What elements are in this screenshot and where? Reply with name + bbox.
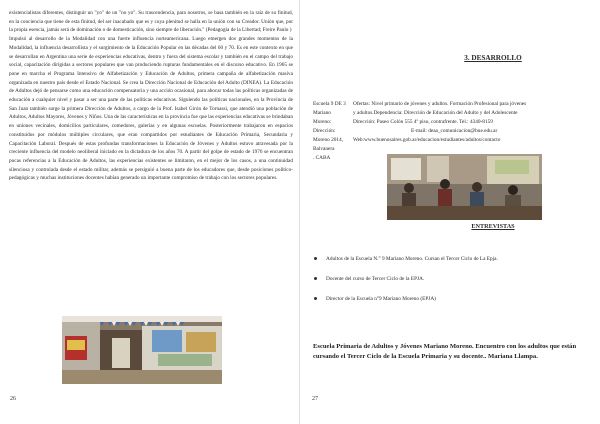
section-title: 3. DESARROLLO: [464, 54, 522, 62]
paragraph-history: Impulsó al desarrollo de la Modalidad con una fuerte influencia norteamericana. Luego emergen dos grandes momentos de la Modalidad, la influencia desarrollista y el surgimiento de la Educación Popular en las décadas del 60 y 70. Es en este contexto en que se desarrollan en Argentina una serie de experiencias educativas, dentro y fuera del sistema escolar y también en el campo del trabajo social, capacitación dirigidas a sectores populares que van produciendo rupturas fundamentales en el discurso educativo. En 1965 se pone en marcha el Programa Intensivo de Alfabetización y Educación de Adultos, primera campaña de alfabetización masiva organizada en nuestro país desde el Estado Nacional. Se crea la Dirección Nacional de Educación del Adulto (DINEA). La Educación de Adultos dejó de pensarse como una educación compensatoria y una acción ocasional, para abocar todas las políticas organizadas de educación a cualquier nivel y pasar a ser una parte de las políticas educativas. Siguiendo las políticas nacionales, en la Provincia de San Juan también surge la primera Dirección de Adultos, a cargo de la Prof. Isabel Girón de Tornassi, que atendió una población de Adultos, Adultos Mayores, Jóvenes y Niños. Una de las características en la provincia fue que las experiencias educativas se brindaban en uniones vecinales, domicilios particulares, comedores, galerías y en algunas escuelas. Posteriormente trabajaron en espacios constituidos por módulos múltiples circulares, que eran compartidos por estudiantes de Educación Primaria, Secundaria y Capacitación Laboral. Después de estas profundas transformaciones la Educación de Jóvenes y Adultos estuvo atravesada por la creciente influencia del modelo neoliberal iniciado en la dictadura de los años 70. A partir del golpe de estado de 1976 se encuentran pocas referencias a la Educación de Adultos, las experiencias existentes se limitaron, en el mejor de los casos, a una continuidad silenciosa y controlada desde el estado militar, además se persiguió a buena parte de los educadores que, desde posiciones político- pedagógicas y muchas instituciones docentes habían generado un importante compromiso de trabajo con los sectores populares.: [9, 36, 293, 182]
left-page-body: [9, 9, 293, 183]
interviews-title: ENTREVISTAS: [471, 223, 515, 230]
info-value: y adultos.Dependencia: Dirección de Educación del Adulto y del Adolescente: [353, 110, 518, 116]
list-item: [314, 256, 590, 262]
info-row: [313, 136, 595, 145]
bullet-icon: [314, 297, 317, 300]
list-item: [314, 296, 590, 302]
info-key: Balvanera: [313, 146, 335, 152]
info-row: [313, 145, 595, 154]
right-page: [300, 0, 600, 424]
info-row: [313, 118, 595, 127]
interview-text: Director de la Escuela n°9 Mariano Moreno (EPJA): [326, 296, 436, 302]
info-value: Dirección: Paseo Colón 555 4º piso, contrafrente. Tel.: 4340-8159: [353, 119, 493, 125]
info-value: Web:www.buenosaires.gob.ar/educacion/estudiantes/adultos/contacto: [353, 137, 501, 143]
page-number-right: 27: [312, 396, 318, 402]
info-key: Escuela 9 DE 3: [313, 101, 346, 107]
interviews-list: [314, 256, 590, 316]
interview-text: Docente del curso de Tercer Ciclo de la EPJA.: [326, 276, 425, 282]
bullet-icon: [314, 277, 317, 280]
info-key: Moreno 2014,: [313, 137, 344, 143]
info-key: . CABA: [313, 155, 331, 161]
info-row: [313, 100, 595, 109]
bullet-icon: [314, 257, 317, 260]
info-value: [353, 145, 595, 154]
list-item: [314, 276, 590, 282]
paragraph-freire-quote: existencialistas diferentes, distinguir un "yo" de un "no yo". Su trascendencia, para nosotros, se basa también en la raíz de su finitud, en la conciencia que tiene de esta finitud, del ser inacabado que es y cuya plenitud se halla en la unión con su Creador. Unión que, por la propia esencia, jamás será de dominación o de domesticación, sino siempre de liberación." (Pedagogía de la Libertad; Freire Paulo ): [9, 10, 293, 34]
info-key: Dirección:: [313, 128, 336, 134]
interview-text: Adultos de la Escuela N.° 9 Mariano Moreno. Cursan el Tercer Ciclo de La Epja.: [326, 256, 498, 262]
info-key: Moreno:: [313, 119, 332, 125]
page-number-left: 26: [10, 396, 16, 402]
info-value: Ofertas: Nivel primario de jóvenes y adultos. Formación Profesional para jóvenes: [353, 101, 527, 107]
photo-caption: Escuela Primaria de Adultos y Jóvenes Mariano Moreno. Encuentro con los adultos que están cursando el Tercer Ciclo de la Escuela Primaria y su docente.. Mariana Llampa.: [313, 343, 577, 360]
info-row: [313, 109, 595, 118]
classroom-photo: [387, 154, 542, 220]
school-hallway-photo: [62, 316, 222, 384]
info-row: [313, 127, 595, 136]
info-value: E-mail: deaa_comunicacion@bue.edu.ar: [411, 128, 498, 134]
info-key: Mariano: [313, 110, 331, 116]
